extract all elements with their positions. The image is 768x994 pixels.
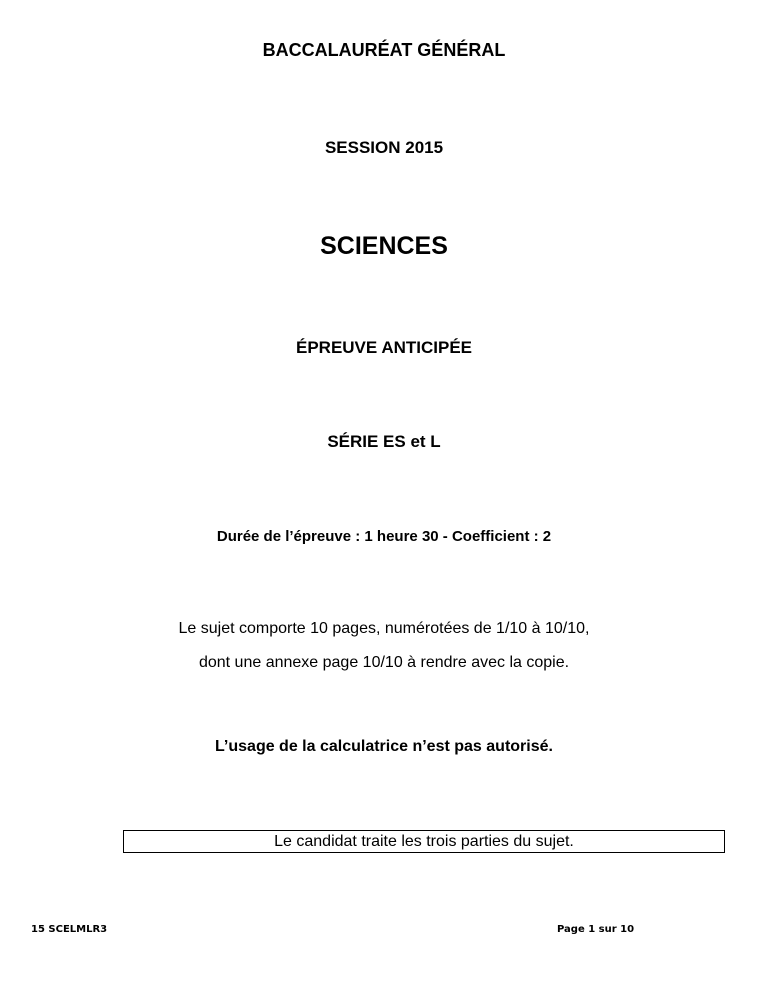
session-label: SESSION 2015 [324,138,444,157]
subject-title: SCIENCES [320,232,448,260]
instructions-box: Le candidat traite les trois parties du sujet. [123,830,725,853]
exam-type: ÉPREUVE ANTICIPÉE [295,338,473,357]
exam-title: BACCALAURÉAT GÉNÉRAL [262,40,506,60]
page-count-description: Le sujet comporte 10 pages, numérotées de 1/10 à 10/10, [178,620,590,637]
page-number: Page 1 sur 10 [557,924,635,935]
footer-code: 15 SCELMLR3 [31,924,108,935]
annex-description: dont une annexe page 10/10 à rendre avec la copie. [198,654,570,671]
calculator-notice: L’usage de la calculatrice n’est pas autorisé. [215,738,553,755]
duration-coefficient: Durée de l’épreuve : 1 heure 30 - Coefficient : 2 [216,528,552,545]
series-label: SÉRIE ES et L [327,432,441,451]
